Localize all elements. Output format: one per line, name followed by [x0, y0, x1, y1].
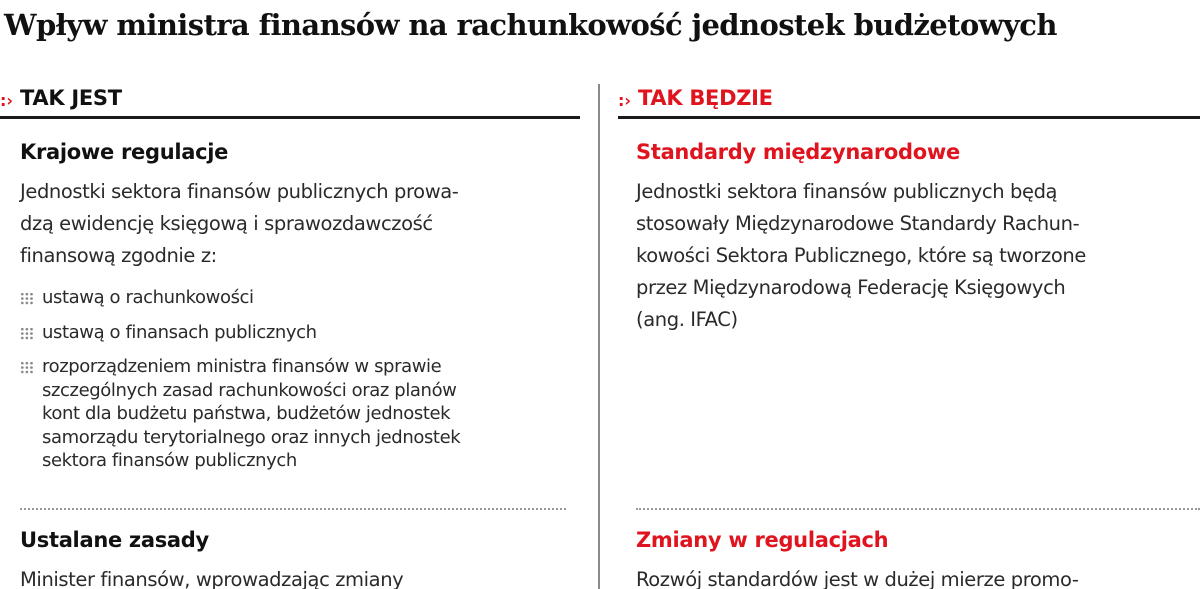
list-item: [20, 286, 460, 310]
section-body-first-line: Rozwój standardów jest w dużej mierze promo-: [636, 568, 1079, 589]
section-title-national-regulations: Krajowe regulacje: [20, 140, 229, 164]
dot-grid-bullet-icon: [20, 292, 34, 305]
column-header-label: TAK BĘDZIE: [638, 86, 773, 110]
body-line: (ang. IFAC): [636, 308, 738, 331]
list-item: [20, 321, 460, 345]
section-separator: [20, 508, 566, 510]
section-body-first-line: Minister finansów, wprowadzając zmiany: [20, 568, 404, 589]
section-title-international-standards: Standardy międzynarodowe: [636, 140, 960, 164]
list-item-text: rozporządzeniem ministra finansów w sprawie: [42, 356, 442, 377]
column-future: [618, 80, 1200, 589]
list-item: [20, 355, 460, 473]
dot-grid-bullet-icon: [20, 361, 34, 374]
page-title: Wpływ ministra finansów na rachunkowość jednostek budżetowych: [4, 8, 1057, 42]
dot-grid-bullet-icon: [20, 327, 34, 340]
arrow-marker-icon: :›: [618, 91, 631, 110]
list-item-text: ustawą o rachunkowości: [42, 287, 254, 308]
column-header-label: TAK JEST: [20, 86, 122, 110]
column-header-current: [0, 80, 580, 119]
column-header-future: [618, 80, 1200, 119]
section-body: [20, 176, 458, 272]
body-line: Jednostki sektora finansów publicznych będą: [636, 180, 1058, 203]
column-current: [0, 80, 580, 589]
section-title-established-rules: Ustalane zasady: [20, 528, 209, 552]
section-separator: [636, 508, 1200, 510]
list-item-text: kont dla budżetu państwa, budżetów jednostek: [42, 403, 451, 424]
list-item-text: sektora finansów publicznych: [42, 450, 297, 471]
body-line: finansową zgodnie z:: [20, 244, 217, 267]
column-divider: [598, 84, 600, 589]
body-line: Jednostki sektora finansów publicznych prowa-: [20, 180, 459, 203]
body-line: stosowały Międzynarodowe Standardy Rachun-: [636, 212, 1080, 235]
body-line: dzą ewidencję księgową i sprawozdawczość: [20, 212, 433, 235]
regulation-list: [20, 286, 460, 484]
list-item-text: ustawą o finansach publicznych: [42, 321, 317, 343]
body-line: przez Międzynarodową Federację Księgowych: [636, 276, 1066, 299]
arrow-marker-icon: :›: [0, 91, 13, 110]
section-body: [636, 176, 1086, 336]
section-title-regulation-changes: Zmiany w regulacjach: [636, 528, 889, 552]
body-line: kowości Sektora Publicznego, które są tworzone: [636, 244, 1086, 267]
list-item-text: szczególnych zasad rachunkowości oraz planów: [42, 379, 457, 401]
list-item-text: samorządu terytorialnego oraz innych jednostek: [42, 426, 461, 448]
